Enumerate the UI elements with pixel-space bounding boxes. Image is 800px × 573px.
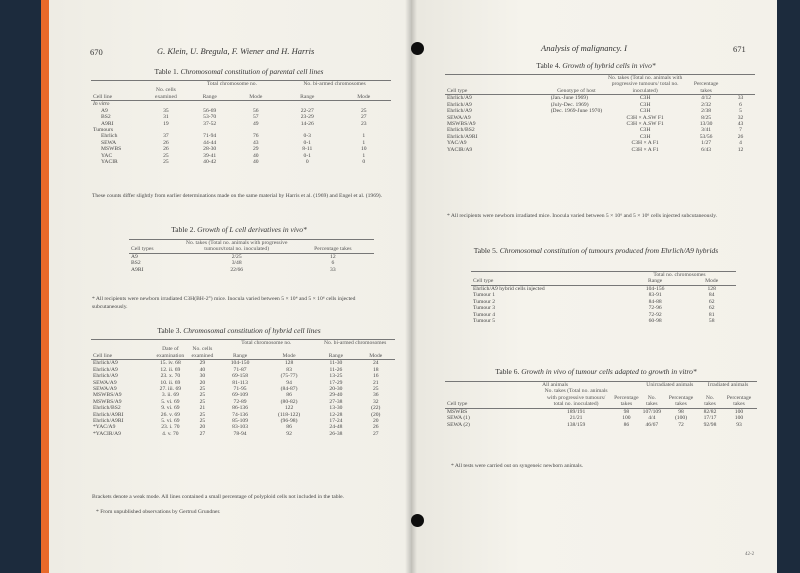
table-cell: 6	[331, 260, 335, 267]
table-row	[445, 95, 755, 102]
table-cell: 98	[623, 408, 630, 415]
table-cell: A9RI	[131, 266, 144, 273]
table-cell: MSWBS/A9	[93, 398, 122, 405]
table-cell: 92	[286, 430, 292, 437]
table-row	[129, 253, 374, 260]
table-cell: 25	[199, 411, 206, 418]
table2: Cell types No. takes (Total no. animals with progressive tumours/total no. inoculated) Percentage takes A9 2/25 12 BS2 3/48 6 A9RI 22/66 33	[129, 239, 374, 273]
table-cell: Tumour 5	[473, 317, 496, 324]
table-cell: MSWBS	[101, 146, 122, 153]
table-cell: 27. iii. 69	[159, 385, 182, 392]
table-cell: 62	[708, 305, 715, 312]
table-cell: C3H × A.SW F1	[626, 120, 664, 127]
table-cell: Ehrlich/A9	[447, 95, 472, 102]
table-cell: 8-11	[302, 146, 313, 153]
table-cell: 11-30	[329, 360, 343, 367]
table-cell: 25	[360, 107, 367, 114]
table-cell: 46/67	[645, 421, 659, 428]
table-cell: 62	[708, 298, 715, 305]
table-cell: C3H × A F1	[631, 146, 659, 153]
table-cell: 49	[253, 120, 259, 127]
table-cell: 22-27	[300, 107, 314, 114]
table-cell: 28-30	[203, 146, 217, 153]
table-cell: MSWBS/A9	[93, 392, 122, 399]
table-cell: 83-91	[648, 292, 662, 299]
table-cell: 85-109	[232, 418, 249, 425]
table-cell: C3H	[639, 127, 651, 134]
table-cell: 44-44	[203, 139, 217, 146]
table-cell: 23. i. 70	[161, 424, 180, 431]
table-cell: SEWA	[101, 139, 117, 146]
page-number-left: 670	[90, 47, 103, 57]
table-cell: 5	[739, 108, 742, 115]
table-cell: (118-122)	[277, 411, 301, 418]
right-page	[411, 0, 777, 573]
table-cell: C3H	[639, 133, 651, 140]
table-cell: Ehrlich/A9	[93, 373, 118, 380]
table-cell: 25	[163, 159, 169, 166]
running-head-left: G. Klein, U. Bregula, F. Wiener and H. Harris	[157, 46, 315, 56]
table-cell: C3H × A.SW F1	[626, 114, 664, 121]
table-cell: 25	[199, 385, 206, 392]
table-cell: SEWA (1)	[447, 415, 470, 422]
table-cell: 104-156	[645, 285, 665, 292]
table-cell: 36	[372, 392, 379, 399]
table-cell: 2/38	[701, 108, 712, 115]
table-cell: YACIR/A9	[447, 146, 473, 153]
table-cell: 69-109	[232, 392, 249, 399]
table-cell: 26	[163, 139, 169, 146]
table-cell: 24	[372, 360, 379, 367]
table-cell: 18	[372, 366, 379, 373]
table-cell: A9	[131, 253, 138, 260]
table2-caption: Table 2. Growth of L cell derivatives in vivo*	[171, 225, 307, 234]
table-cell: 104-150	[230, 360, 250, 367]
table-cell: *YACIR/A9	[93, 430, 121, 437]
table-cell: 5. vi. 69	[161, 418, 180, 425]
table4: Cell type Genotype of host No. takes (Total no. animals with progressive tumours/ total no. inoculated) Percentage takes Ehrlich/A9 (Jan.-June 1969) C3H 4/12 33 Ehrlich/A9 (July-Dec. 1969) C3H 2/32 6 Ehrlich/A9 (Dec. 1969-June 1970) C3H 2/38 5 SEWA/A9 C3H × A.SW F1 8/25 32 MSWBS/A9 C3H × A.SW F1 13/30 43 Ehrlich/BS2 C3H 3/41 7 Ehrlich/A9RI C3H 53/56 26 YAC/A9 C3H × A F1 1/27 4 YACIR/A9 C3H × A F1 6/43 12	[445, 74, 755, 153]
table-cell: (July-Dec. 1969)	[550, 101, 589, 108]
table-cell: 30	[199, 373, 206, 380]
table-cell: C3H	[639, 108, 651, 115]
table-cell: 12. ii. 69	[160, 366, 181, 373]
table-cell: 9. vi. 69	[161, 405, 180, 412]
table-cell: 128	[284, 360, 294, 367]
table-cell: 4/4	[648, 415, 656, 422]
table-cell: 92/98	[703, 421, 717, 428]
table-cell: 7	[739, 127, 742, 134]
table-cell: 3/48	[231, 260, 242, 267]
table-cell: (Dec. 1969-June 1970)	[550, 108, 603, 115]
table-cell: MSWBS/A9	[447, 120, 476, 127]
table-cell: 10. ii. 69	[160, 379, 181, 386]
table-row	[445, 408, 757, 415]
table-cell: 78-94	[233, 430, 247, 437]
table-cell: 25	[163, 152, 169, 159]
table-cell: 17-24	[329, 418, 343, 425]
table-cell: 40-42	[203, 159, 217, 166]
table-cell: 93	[736, 421, 742, 428]
table-cell: 1	[362, 133, 366, 140]
table-row	[471, 285, 736, 292]
table-cell: C3H	[639, 95, 651, 102]
table-cell: 11-26	[329, 366, 343, 373]
table-cell: 32	[737, 114, 744, 121]
table-cell: 81	[708, 311, 715, 318]
table-cell: 86-136	[232, 405, 249, 412]
table-cell: Ehrlich/A9RI	[93, 411, 124, 418]
table-cell: YACIR	[101, 159, 118, 166]
table-cell: 82/82	[703, 408, 717, 415]
table-cell: 1/27	[701, 140, 712, 147]
table3-caption: Table 3. Chromosomal constitution of hybrid cell lines	[157, 326, 321, 335]
table-cell: BS2	[101, 114, 111, 121]
table-cell: 17-29	[329, 379, 343, 386]
table-cell: 83	[286, 366, 292, 373]
table-cell: 25	[199, 398, 206, 405]
table-cell: 84-88	[648, 298, 662, 305]
table3: Total chromosome no. No. bi-armed chromosomes Cell line Date of examination No. cells examined Range Mode Range Mode Ehrlich/A9 15. iv. 68 29 104-150 128 11-30 24 Ehrlich/A9 12. ii. 69 40 71-87 83 11-26 18 Ehrlich/A9 23. x. 70 30 69-158 (75-77) 13-25 16 SEWA/A9 10. ii. 69 20 81-113 94 17-29 21 SEWA/A9 27. iii. 69 25 71-95 (84-87) 20-30 25 MSWBS/A9 3. ii. 69 25 69-109 86 29-40 36 MSWBS/A9 5. vi. 69 25 72-89 (80-82) 27-38 32 Ehrlich/BS2 9. vi. 69 21 86-136 122 13-30 (22) Ehrlich/A9RI 26. v. 69 25 74-136 (118-122) 12-28 (20) Ehrlich/A9RI 5. vi. 69 25 85-109 (96-98) 17-24 20 *YAC/A9 23. i. 70 20 83-103 86 24-48 26 *YACIR/A9 4. v. 70 27 78-94 92 26-38 27	[91, 339, 395, 437]
table6-note: * All tests were carried out on syngeneic newborn animals.	[451, 463, 584, 469]
table-cell: 74-136	[232, 411, 249, 418]
table-cell: 12-28	[329, 411, 343, 418]
table-cell: 27	[372, 430, 379, 437]
table-cell: 20	[372, 418, 379, 425]
table-cell: 26	[163, 146, 169, 153]
table-cell: 12	[737, 146, 744, 153]
table-cell: Tumour 4	[473, 311, 496, 318]
table-cell: YAC	[101, 152, 113, 159]
table-cell: SEWA (2)	[447, 421, 470, 428]
table-cell: 25	[372, 385, 379, 392]
table-cell: 5. vi. 69	[161, 398, 180, 405]
table-cell: 138/159	[566, 421, 586, 428]
table-cell: (75-77)	[280, 373, 298, 380]
table-cell: 12	[330, 253, 336, 260]
table-cell: 83-103	[232, 424, 249, 431]
table-cell: 40	[199, 366, 206, 373]
table-cell: 94	[286, 379, 292, 386]
table-cell: 21/21	[569, 415, 583, 422]
table-cell: SEWA/A9	[447, 114, 471, 121]
table-cell: BS2	[131, 260, 141, 267]
table-row	[91, 431, 395, 437]
left-page	[49, 0, 411, 573]
table-cell: 60-98	[648, 317, 662, 324]
table-cell: 20-30	[329, 385, 343, 392]
table-cell: 22/66	[230, 266, 244, 273]
table-cell: 43	[737, 120, 744, 127]
table-cell: 3/41	[701, 127, 712, 134]
table-cell: 72-96	[648, 305, 662, 312]
table-cell: 26. v. 69	[160, 411, 180, 418]
table-cell: 13/30	[699, 120, 713, 127]
table-cell: 4	[739, 140, 742, 147]
table-cell: (80-82)	[280, 398, 298, 405]
table-cell: Tumour 1	[473, 292, 496, 299]
table-cell: MSWBS	[447, 408, 468, 415]
table-cell: 69-158	[232, 373, 249, 380]
table-cell: 2/32	[701, 101, 712, 108]
table-cell: (20)	[371, 411, 381, 418]
table-cell: 20	[199, 424, 206, 431]
binding-hole-top	[411, 42, 424, 55]
table-cell: Ehrlich/A9RI	[93, 418, 124, 425]
table-cell: 0-1	[303, 152, 311, 159]
table-cell: 100	[622, 415, 631, 422]
table-cell: 26-38	[329, 430, 343, 437]
table-cell: Ehrlich/BS2	[447, 127, 475, 134]
table-cell: 25	[199, 392, 206, 399]
table-cell: 56-69	[203, 107, 217, 114]
table-cell: SEWA/A9	[93, 379, 117, 386]
table5: Total no. chromosomes Cell type Range Mode Ehrlich/A9 hybrid cells injected 104-156 128 Tumour 1 83-91 84 Tumour 2 84-88 62 Tumour 3 72-96 62 Tumour 4 72-92 81 Tumour 5 60-98 58	[471, 271, 736, 324]
table3-footnote: * From unpublished observations by Gertrud Grundner.	[96, 509, 221, 515]
table-cell: 4. v. 70	[162, 430, 179, 437]
table-cell	[549, 147, 604, 153]
table-cell: 13-25	[329, 373, 343, 380]
table-cell: 122	[284, 405, 294, 412]
table-row	[445, 147, 755, 153]
signature-mark: 42-2	[745, 552, 755, 557]
page-gutter	[405, 0, 417, 573]
running-head-right: Analysis of malignancy. I	[541, 43, 627, 53]
table-cell: 71-95	[233, 385, 247, 392]
table-cell: 20	[199, 379, 206, 386]
table-row	[129, 267, 374, 273]
table-row	[91, 159, 391, 165]
table-cell: 21	[199, 405, 206, 412]
table-cell: 27	[199, 430, 206, 437]
table-cell: 40	[253, 159, 259, 166]
table-cell: 26	[372, 424, 379, 431]
table1: Total chromosome no. No. bi-armed chromosomes Cell line No. cells examined Range Mode Range Mode In vitro A9 35 56-69 56 22-27 25 BS2 31 53-70 57 23-29 27 A9RI 19 37-52 49 14-26 23 Tumours Ehrlich 37 71-94 76 0-3 1 SEWA 26 44-44 43 0-1 1 MSWBS 26 28-30 29 8-11 10 YAC 25 39-41 40 0-1 1 YACIR 25 40-42 40 0 0	[91, 80, 391, 165]
table-cell: SEWA/A9	[93, 385, 117, 392]
table-cell: 33	[737, 95, 744, 102]
table-cell: 10	[360, 146, 367, 153]
table-cell: 72-89	[233, 398, 247, 405]
table-cell: (96-98)	[280, 418, 298, 425]
table-cell: 43	[253, 139, 259, 146]
table-cell: 40	[253, 152, 259, 159]
table-cell: Tumour 3	[473, 305, 496, 312]
table-cell: 76	[253, 133, 259, 140]
table-cell: Ehrlich/BS2	[93, 405, 121, 412]
table-cell: A9	[101, 107, 108, 114]
table3-note: Brackets denote a weak mode. All lines contained a small percentage of polyploid cells not included in the table.	[92, 494, 344, 500]
table-cell: 2/25	[231, 253, 242, 260]
table-cell: 72-92	[648, 311, 662, 318]
table-cell: C3H × A F1	[631, 140, 659, 147]
table4-note: * All recipients were newborn irradiated mice. Inocula varied between 5 × 10⁶ and 5 × 10⁶ cells injected subcutaneously.	[447, 213, 718, 219]
binding-hole-bottom	[411, 514, 424, 527]
table1-caption: Table 1. Chromosomal constitution of parental cell lines	[154, 67, 324, 76]
table-cell: 58	[708, 317, 715, 324]
page-number-right: 671	[733, 44, 746, 54]
table-cell: 53-70	[203, 114, 217, 121]
table-cell: 31	[163, 114, 169, 121]
table6-caption: Table 6. Growth in vivo of tumour cells adapted to growth in vitro*	[495, 367, 697, 376]
table-cell: 86	[286, 392, 292, 399]
table-cell: 29	[253, 146, 259, 153]
table-cell: 14-26	[300, 120, 314, 127]
table-cell: Ehrlich/A9RI	[447, 133, 478, 140]
table-cell: 84	[708, 292, 715, 299]
table-cell: 29-40	[329, 392, 343, 399]
table-cell: (Jan.-June 1969)	[550, 95, 588, 102]
table-cell: (22)	[371, 405, 381, 412]
table-cell: 71-87	[233, 366, 247, 373]
table-cell: 128	[707, 285, 716, 292]
table-cell: 71-94	[203, 133, 217, 140]
table-cell: 6/43	[701, 146, 712, 153]
table5-caption: Table 5. Chromosomal constitution of tumours produced from Ehrlich/A9 hybrids	[473, 246, 719, 255]
table-cell: 86	[623, 421, 630, 428]
table-cell: 23-29	[300, 114, 314, 121]
table-cell: 100	[734, 408, 744, 415]
table-cell: YAC/A9	[447, 140, 467, 147]
table-cell: 32	[372, 398, 379, 405]
table1-note: These counts differ slightly from earlier determinations made on the same material by Harris et al. (1969) and Engel et al. (1969).	[92, 193, 383, 199]
table-cell: 24-48	[329, 424, 343, 431]
table-cell: *YAC/A9	[93, 424, 116, 431]
table-cell: Ehrlich/A9 hybrid cells injected	[473, 285, 545, 292]
table-cell: 15. iv. 68	[159, 360, 181, 367]
table-cell: 56	[253, 107, 259, 114]
table-cell: 39-41	[203, 152, 217, 159]
table-cell: Ehrlich/A9	[447, 108, 472, 115]
table-cell: 37	[163, 133, 169, 140]
table-row	[471, 318, 736, 324]
table-cell: 8/25	[701, 114, 712, 121]
table-cell: C3H	[639, 101, 651, 108]
table-cell: 72	[678, 421, 684, 428]
table-cell: (84-87)	[280, 385, 298, 392]
table-cell: 86	[286, 424, 292, 431]
table-cell: 16	[372, 373, 379, 380]
table-cell: 27	[360, 114, 367, 121]
table-cell: 19	[163, 120, 169, 127]
table-cell: 26	[737, 133, 744, 140]
table-cell: 1	[362, 139, 366, 146]
table-cell: 23	[360, 120, 367, 127]
table-cell: 53/56	[699, 133, 713, 140]
table-cell: 4/12	[701, 95, 712, 102]
table4-caption: Table 4. Growth of hybrid cells in vivo*	[536, 61, 656, 70]
table-cell: 33	[330, 266, 336, 273]
table-cell: 13-30	[329, 405, 343, 412]
table-cell: 100	[734, 415, 744, 422]
table-cell: 6	[739, 101, 742, 108]
table-cell: 29	[199, 360, 206, 367]
table-cell: 57	[253, 114, 259, 121]
table-cell: Ehrlich/A9	[447, 101, 472, 108]
table-cell: Ehrlich/A9	[93, 360, 118, 367]
table-row	[91, 360, 395, 367]
table-cell: 107/109	[642, 408, 661, 415]
table-cell: 21	[372, 379, 379, 386]
table-cell: 189/191	[566, 408, 586, 415]
table-cell: Ehrlich/A9	[93, 366, 118, 373]
table-cell: 37-52	[203, 120, 217, 127]
table-cell: Ehrlich	[101, 133, 118, 140]
table-cell: 35	[163, 107, 169, 114]
table-cell: 0-3	[303, 133, 311, 140]
table-cell: 98	[678, 408, 684, 415]
table-row	[445, 422, 757, 428]
table-cell: 25	[199, 418, 206, 425]
table-cell: 1	[362, 152, 366, 159]
table-cell: 81-113	[232, 379, 248, 386]
table-cell: 17/17	[703, 415, 717, 422]
table-cell: A9RI	[101, 120, 114, 127]
page-edge	[41, 0, 49, 573]
table-cell: Tumour 2	[473, 298, 496, 305]
table-cell: 27-38	[329, 398, 343, 405]
table-cell: 0	[362, 159, 366, 166]
table-cell: 0-1	[303, 139, 311, 146]
table6: All animals Unirradiated animals Irradiated animals Cell type No. takes (Total no. animals with progressive tumours/ total no. inoculated) Percentage takes No. takes Percentage takes No. takes Percentage takes MSWBS 189/191 98 107/109 98 82/82 100 SEWA (1) 21/21 100 4/4 (100) 17/17 100 SEWA (2) 138/159 86 46/67 72 92/98 93	[445, 381, 757, 428]
table-cell: 0	[305, 159, 309, 166]
table-cell: 23. x. 70	[160, 373, 181, 380]
table2-note: * All recipients were newborn irradiated C3H(BH-2°) mice. Inocula varied between 5 × 10⁴ and 5 × 10⁶ cells injected subcutaneously.	[92, 296, 356, 310]
table-cell: 3. ii. 69	[161, 392, 179, 399]
table-cell: (100)	[674, 415, 688, 422]
